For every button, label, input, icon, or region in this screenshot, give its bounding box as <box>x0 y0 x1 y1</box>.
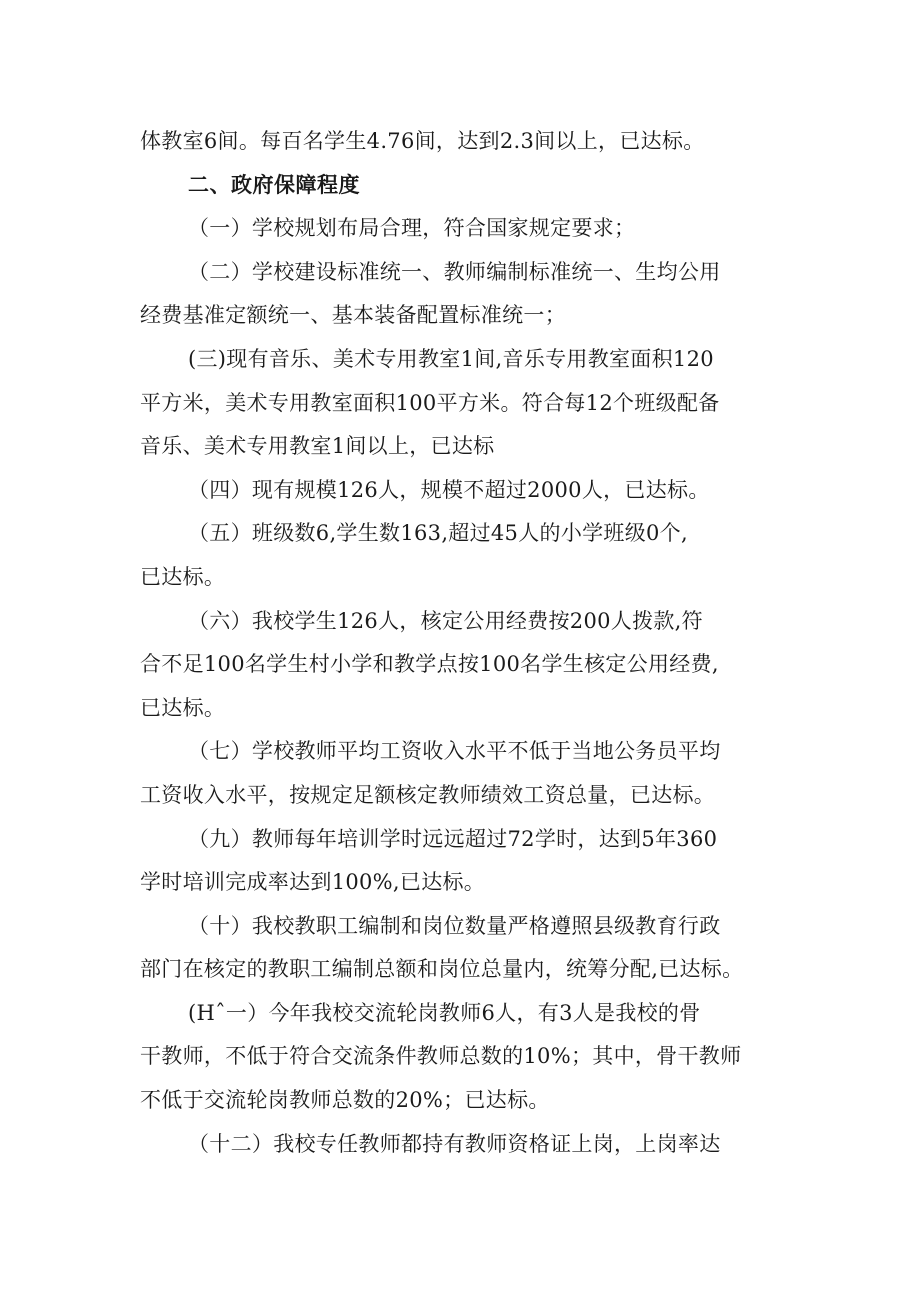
paragraph-line: 已达标。 <box>140 695 226 720</box>
document-body <box>140 120 800 1166</box>
paragraph-line: （二）学校建设标准统一、教师编制标准统一、生均公用 <box>188 259 721 284</box>
paragraph-line: （五）班级数6,学生数163,超过45人的小学班级0个, <box>188 521 688 546</box>
paragraph-line: (Hˆ一）今年我校交流轮岗教师6人，有3人是我校的骨 <box>188 1000 701 1025</box>
paragraph-line: 体教室6间。每百名学生4.76间，达到2.3间以上，已达标。 <box>140 129 705 153</box>
section-heading: 二、政府保障程度 <box>188 172 360 197</box>
paragraph-line: 部门在核定的教职工编制总额和岗位总量内，统筹分配,已达标。 <box>140 957 744 982</box>
paragraph-line: （一）学校规划布局合理，符合国家规定要求； <box>188 216 636 241</box>
paragraph-line: 经费基准定额统一、基本装备配置标准统一； <box>140 303 566 328</box>
paragraph-line: （六）我校学生126人，核定公用经费按200人拨款,符 <box>188 608 703 633</box>
paragraph-line: 不低于交流轮岗教师总数的20%；已达标。 <box>140 1088 550 1113</box>
paragraph-line: 工资收入水平，按规定足额核定教师绩效工资总量，已达标。 <box>140 782 716 807</box>
paragraph-line: 合不足100名学生村小学和教学点按100名学生核定公用经费, <box>140 652 719 677</box>
paragraph-line: 平方米，美术专用教室面积100平方米。符合每12个班级配备 <box>140 390 720 415</box>
paragraph-line: （十）我校教职工编制和岗位数量严格遵照县级教育行政 <box>188 913 721 938</box>
paragraph-line: 学时培训完成率达到100%,已达标。 <box>140 870 486 895</box>
paragraph-line: 音乐、美术专用教室1间以上，已达标 <box>140 434 495 459</box>
paragraph-line: （七）学校教师平均工资收入水平不低于当地公务员平均 <box>188 739 721 764</box>
paragraph-line: （四）现有规模126人，规模不超过2000人，已达标。 <box>188 477 710 502</box>
paragraph-line: 已达标。 <box>140 564 226 589</box>
paragraph-line: （九）教师每年培训学时远远超过72学时，达到5年360 <box>188 826 718 851</box>
paragraph-line: (三)现有音乐、美术专用教室1间,音乐专用教室面积120 <box>188 346 714 371</box>
paragraph-line: （十二）我校专任教师都持有教师资格证上岗，上岗率达 <box>188 1131 721 1156</box>
paragraph-line: 干教师，不低于符合交流条件教师总数的10%；其中，骨干教师 <box>140 1044 742 1069</box>
